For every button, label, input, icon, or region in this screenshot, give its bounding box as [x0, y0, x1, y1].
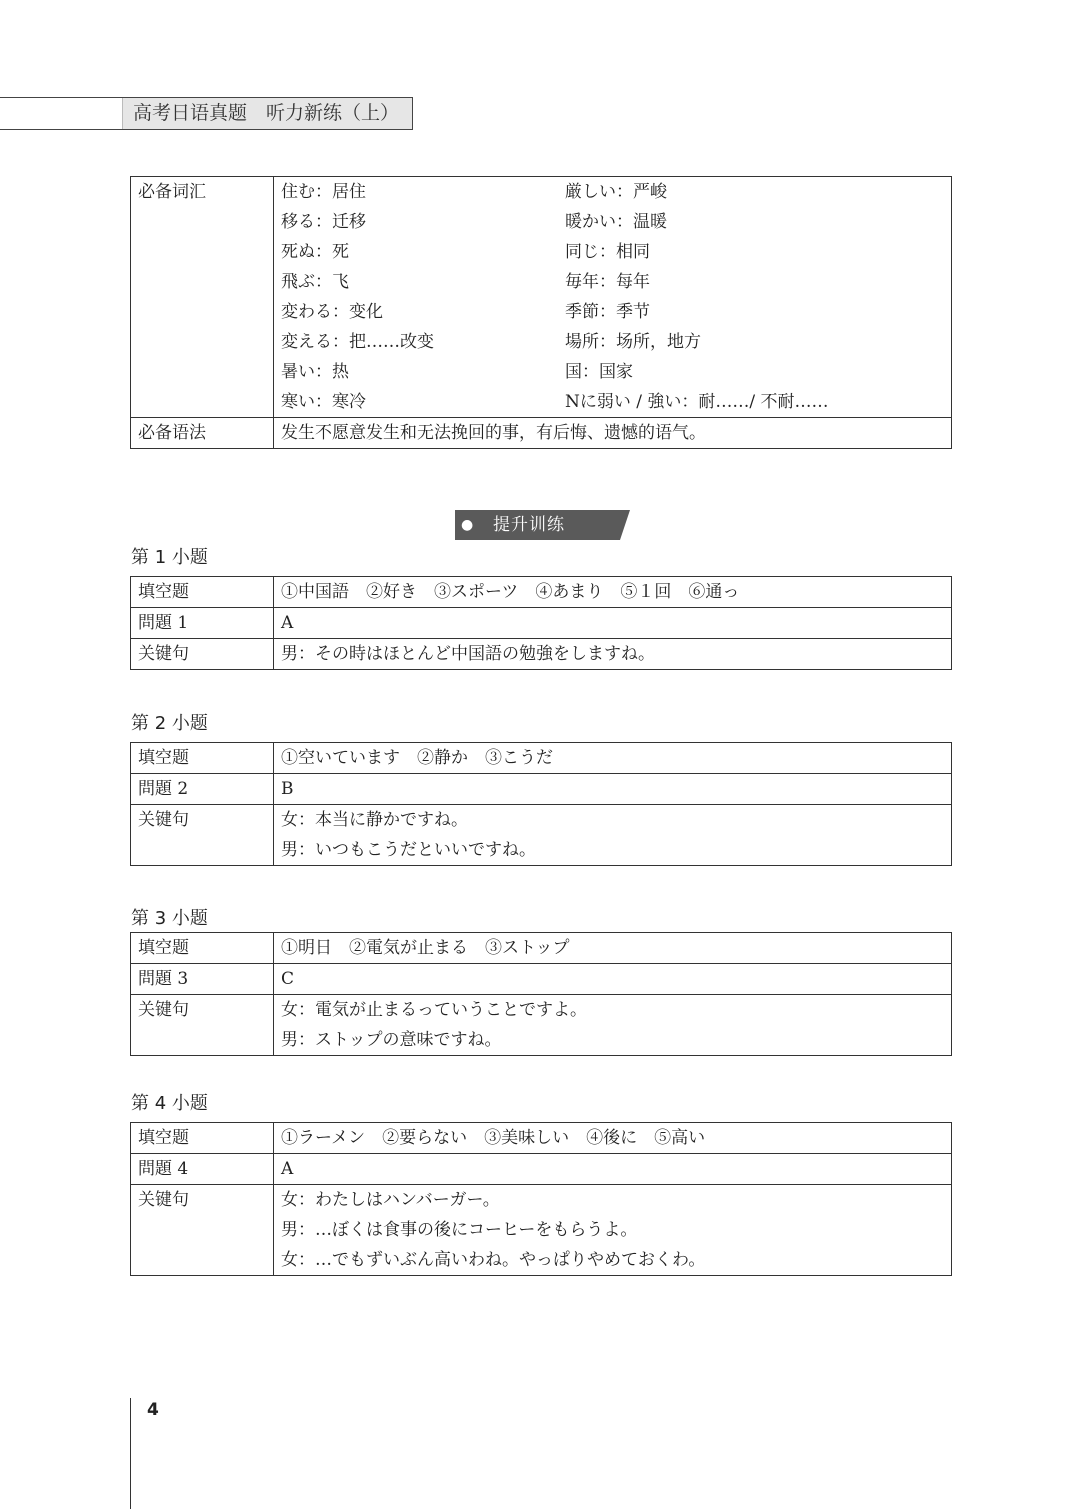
- answer-label: 問題 4: [131, 1154, 274, 1185]
- fill-label: 填空题: [131, 933, 274, 964]
- fill-text: ①ラーメン ②要らない ③美味しい ④後に ⑤高い: [274, 1123, 952, 1154]
- question-title: 第 3 小题: [131, 908, 208, 929]
- key-line: 男：…ぼくは食事の後にコーヒーをもらうよ。: [281, 1220, 638, 1240]
- key-line: 男：ストップの意味ですね。: [281, 1030, 502, 1050]
- vocab-table: [130, 176, 952, 449]
- vocab-item: 変える：把……改变: [281, 332, 434, 352]
- page-margin-rule: [130, 1398, 131, 1509]
- fill-text: ①中国語 ②好き ③スポーツ ④あまり ⑤１回 ⑥通っ: [274, 577, 952, 608]
- answer: A: [274, 608, 952, 639]
- banner-label: 提升训练: [493, 515, 565, 535]
- fill-text: ①明日 ②電気が止まる ③ストップ: [274, 933, 952, 964]
- key-label: 关键句: [131, 995, 274, 1056]
- question-table: [130, 576, 952, 670]
- answer: B: [274, 774, 952, 805]
- question-table: [130, 932, 952, 1056]
- key-sentences: [274, 995, 952, 1056]
- vocab-item: 同じ：相同: [565, 242, 650, 262]
- vocab-left-column: [281, 177, 565, 417]
- key-line: 女：わたしはハンバーガー。: [281, 1190, 500, 1210]
- vocab-item: 季節：季节: [565, 302, 650, 322]
- answer-label: 問題 1: [131, 608, 274, 639]
- vocab-item: 移る：迁移: [281, 212, 366, 232]
- question-table: [130, 742, 952, 866]
- key-line: 女：本当に静かですね。: [281, 810, 468, 830]
- vocab-item: 飛ぶ：飞: [281, 272, 349, 292]
- key-sentences: [274, 805, 952, 866]
- fill-label: 填空题: [131, 743, 274, 774]
- key-line: 女：…でもずいぶん高いわね。やっぱりやめておくわ。: [281, 1250, 706, 1270]
- vocab-item: Nに弱い / 強い：耐……/ 不耐……: [565, 392, 829, 412]
- key-label: 关键句: [131, 805, 274, 866]
- grammar-label: 必备语法: [131, 418, 274, 449]
- key-label: 关键句: [131, 639, 274, 670]
- answer-label: 問題 3: [131, 964, 274, 995]
- fill-label: 填空题: [131, 577, 274, 608]
- fill-label: 填空题: [131, 1123, 274, 1154]
- answer-label: 問題 2: [131, 774, 274, 805]
- vocab-item: 暖かい：温暖: [565, 212, 667, 232]
- answer: C: [274, 964, 952, 995]
- key-sentences: [274, 1185, 952, 1276]
- vocab-item: 国：国家: [565, 362, 633, 382]
- vocab-item: 変わる：变化: [281, 302, 383, 322]
- fill-text: ①空いています ②静か ③こうだ: [274, 743, 952, 774]
- question-table: [130, 1122, 952, 1276]
- vocab-item: 毎年：每年: [565, 272, 650, 292]
- vocab-item: 暑い：热: [281, 362, 349, 382]
- question-title: 第 2 小题: [131, 713, 208, 734]
- key-line: 女：電気が止まるっていうことですよ。: [281, 1000, 587, 1020]
- question-title: 第 1 小题: [131, 547, 208, 568]
- bullet-icon: ●: [461, 517, 474, 533]
- vocab-label: 必备词汇: [131, 177, 274, 418]
- key-sentences: [274, 639, 952, 670]
- key-line: 男：いつもこうだといいですね。: [281, 840, 536, 860]
- book-title: 高考日语真题 听力新练（上）: [122, 98, 412, 129]
- question-title: 第 4 小题: [131, 1093, 208, 1114]
- section-banner: [455, 510, 630, 540]
- vocab-item: 厳しい：严峻: [565, 182, 667, 202]
- vocab-item: 寒い：寒冷: [281, 392, 366, 412]
- vocab-item: 住む：居住: [281, 182, 366, 202]
- vocab-cell: [274, 177, 952, 418]
- key-line: 男：その時はほとんど中国語の勉強をしますね。: [281, 644, 655, 664]
- header-box: [0, 97, 413, 130]
- page-number: 4: [147, 1400, 159, 1420]
- answer: A: [274, 1154, 952, 1185]
- key-label: 关键句: [131, 1185, 274, 1276]
- vocab-right-column: [565, 177, 829, 417]
- grammar-text: 发生不愿意发生和无法挽回的事，有后悔、遗憾的语气。: [274, 418, 952, 449]
- vocab-item: 死ぬ：死: [281, 242, 349, 262]
- vocab-item: 場所：场所，地方: [565, 332, 701, 352]
